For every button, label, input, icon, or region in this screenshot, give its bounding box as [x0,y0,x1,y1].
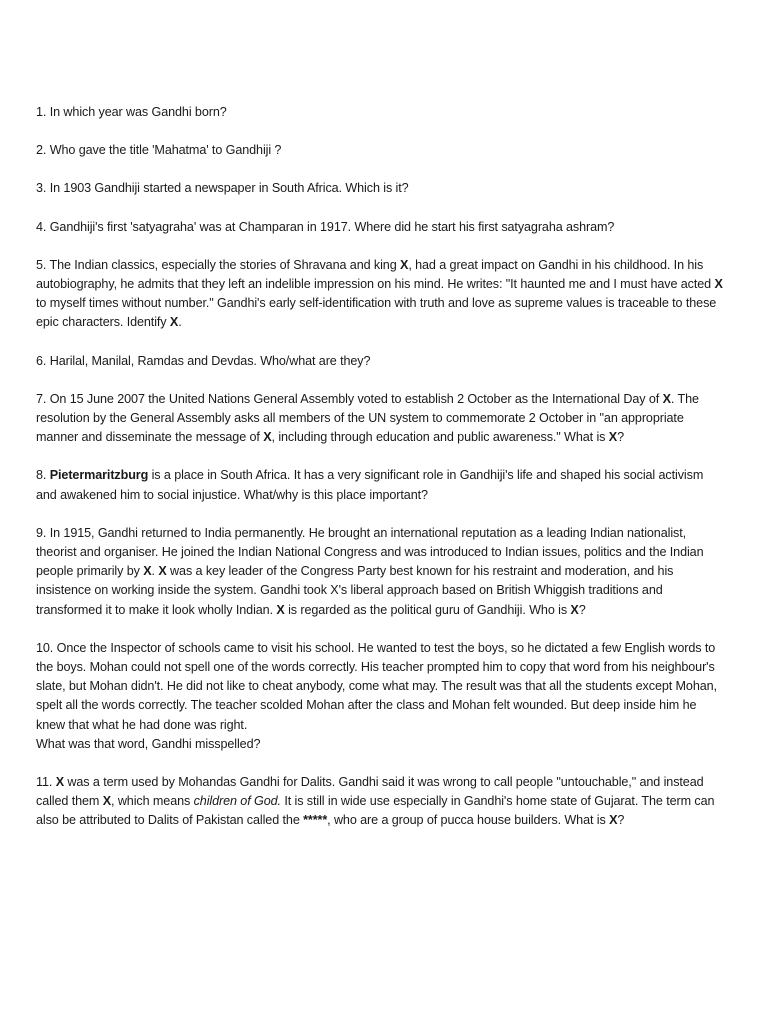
text-run: In which year was Gandhi born? [49,105,227,119]
question-11 [36,773,726,831]
bold-term: X [55,775,64,790]
text-run: Harilal, Manilal, Ramdas and Devdas. Who/what are they? [49,353,371,368]
bold-term: X [570,602,579,617]
bold-term: X [102,794,112,809]
question-7 [36,390,726,448]
bold-term: X [714,277,723,292]
text-run: ? [617,813,625,828]
bold-term: X [263,430,272,445]
question-number: 8. [36,468,47,483]
question-number: 10. [36,640,54,655]
question-text [36,103,726,122]
question-text [36,179,726,198]
text-run: Once the Inspector of schools came to visit his school. He wanted to test the boys, so he dictated a few English words to the boys. Mohan could not spell one of the words correctly. His teacher prompted him to copy that word from his neighbour's slate, but Mohan didn't. He did not like to cheat anybody, come what may. The result was that all the students except Mohan, spelt all the words correctly. The teacher scolded Mohan after the class and Mohan felt wounded. But deep inside him he knew that what he had done was right. [36,640,717,732]
question-number: 2. [36,143,47,158]
text-run: . [151,564,159,579]
question-3 [36,179,726,198]
text-run: The Indian classics, especially the stories of Shravana and king [49,257,401,272]
question-number: 5. [36,257,47,272]
bold-term: Pietermaritzburg [49,468,149,483]
bold-term: X [143,564,152,579]
text-run: . [178,315,182,330]
text-run: was a key leader of the Congress Party best known for his restraint and moderation, and his insistence on working inside the system. Gandhi took X's liberal approach based on British Whiggish traditions and transformed it to make it look wholly Indian. [36,564,674,617]
question-number: 6. [36,353,47,368]
question-number: 3. [36,181,47,196]
question-1 [36,103,726,122]
text-run: It is still in wide use especially in Gandhi's home state of Gujarat. The term can also be attributed to Dalits of Pakistan called the [36,794,715,828]
question-text [36,466,726,504]
question-4 [36,218,726,237]
question-text [36,218,726,237]
text-run: , which means [111,794,194,809]
text-run: , including through education and public awareness." What is [271,430,609,445]
bold-term: X [169,315,179,330]
question-text [36,639,726,735]
question-text [36,524,726,620]
bold-term: X [158,564,167,579]
question-text [36,141,726,160]
text-run: to myself times without number." Gandhi's early self-identification with truth and love as supreme values is traceable to these epic characters. Identify [36,296,717,330]
question-text [36,390,726,448]
bold-term: X [608,430,618,445]
text-run: , had a great impact on Gandhi in his childhood. In his autobiography, he admits that they left an indelible impression on his mind. He writes: "It haunted me and I must have acted [36,257,715,292]
question-text [36,256,726,333]
bold-term: X [400,257,409,272]
italic-term: children of God. [193,794,281,809]
text-run: ? [617,430,624,445]
question-2 [36,141,726,160]
bold-term: X [276,602,285,617]
text-run: is a place in South Africa. It has a very significant role in Gandhiji's life and shaped his social activism and awakened him to social injustice. What/why is this place important? [36,468,704,502]
text-run: . The resolution by the General Assembly asks all members of the UN system to commemorate 2 October in "an appropriate manner and disseminate the message of [36,391,699,445]
quiz-document [36,103,726,850]
bold-term: X [609,813,618,828]
question-5 [36,256,726,333]
question-6 [36,352,726,371]
bold-term: X [662,391,671,406]
text-run: Gandhiji's first 'satyagraha' was at Champaran in 1917. Where did he start his first satyagraha ashram? [49,219,615,234]
question-number: 9. [36,525,47,540]
question-text [36,352,726,371]
text-run: ? [578,602,586,617]
text-run: was a term used by Mohandas Gandhi for Dalits. Gandhi said it was wrong to call people "untouchable," and instead called them [36,775,704,809]
question-text [36,773,726,831]
question-number: 4. [36,219,47,234]
text-run: , who are a group of pucca house builders. What is [327,813,610,828]
text-run: is regarded as the political guru of Gandhiji. Who is [284,602,571,617]
text-run: In 1915, Gandhi returned to India permanently. He brought an international reputation as a leading Indian nationalist, theorist and organiser. He joined the Indian National Congress and was introduced to Indian issues, politics and the Indian people primarily by [36,525,704,579]
text-run: On 15 June 2007 the United Nations General Assembly voted to establish 2 October as the International Day of [49,391,663,406]
question-8 [36,466,726,504]
question-9 [36,524,726,620]
question-followup: What was that word, Gandhi misspelled? [36,736,261,751]
question-number: 11. [36,775,53,790]
text-run: In 1903 Gandhiji started a newspaper in South Africa. Which is it? [49,181,409,196]
question-number: 1. [36,105,47,119]
text-run: Who gave the title 'Mahatma' to Gandhiji ? [49,143,282,158]
question-number: 7. [36,391,47,406]
question-10 [36,639,726,754]
bold-term: ***** [303,813,328,828]
